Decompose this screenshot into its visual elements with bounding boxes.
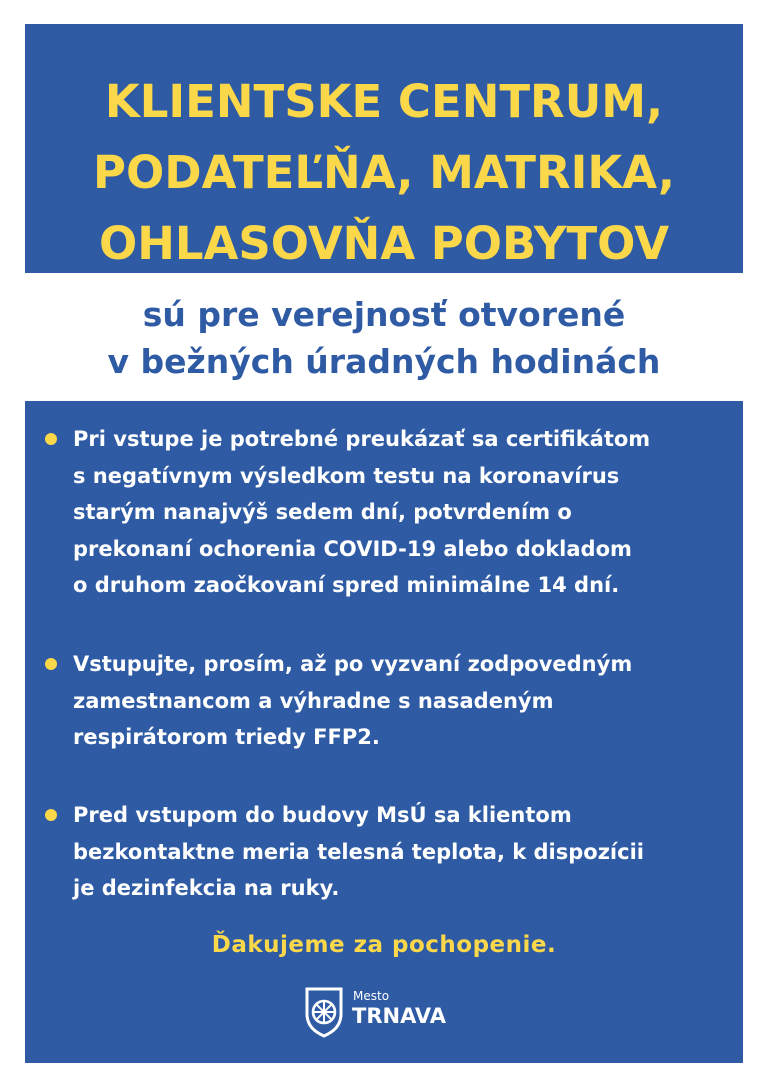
bullet-dot-icon xyxy=(45,809,57,821)
notice-line: prekonaní ochorenia COVID-19 alebo dokladom xyxy=(73,536,632,561)
notice-item-certificate xyxy=(73,421,733,604)
notice-line: je dezinfekcia na ruky. xyxy=(73,876,340,900)
notice-line: s negatívnym výsledkom testu na koronavírus xyxy=(73,463,620,488)
bullet-dot-icon xyxy=(45,658,57,670)
title-line-3: OHLASOVŇA POBYTOV xyxy=(98,217,670,270)
notice-line: Vstupujte, prosím, až po vyzvaní zodpovedným xyxy=(73,652,633,676)
header-banner xyxy=(25,24,743,273)
title-line-2: PODATEĽŇA, MATRIKA, xyxy=(93,146,675,199)
bullet-dot-icon xyxy=(45,433,57,445)
notice-line: o druhom zaočkovaní spred minimálne 14 dní. xyxy=(73,573,620,597)
notice-item-temperature xyxy=(73,797,733,907)
subtitle-line-1: sú pre verejnosť otvorené xyxy=(142,295,626,334)
notice-panel xyxy=(25,401,743,1063)
notice-line: starým nanajvýš sedem dní, potvrdením o xyxy=(73,500,572,524)
notice-line: bezkontaktne meria telesná teplota, k dispozícii xyxy=(73,839,644,864)
notice-line: Pri vstupe je potrebné preukázať sa certifikátom xyxy=(73,427,651,451)
thanks-text: Ďakujeme za pochopenie. xyxy=(211,932,557,958)
subtitle-line-2: v bežných úradných hodinách xyxy=(107,342,661,381)
city-wheel-emblem-icon xyxy=(303,986,345,1038)
logo-big-text: TRNAVA xyxy=(352,1004,446,1028)
logo-small-text: Mesto xyxy=(353,989,390,1003)
notice-line: Pred vstupom do budovy MsÚ sa klientom xyxy=(73,803,572,827)
city-logo xyxy=(303,986,473,1041)
title-line-1: KLIENTSKE CENTRUM, xyxy=(104,75,664,128)
notice-item-entry xyxy=(73,646,733,756)
notice-line: respirátorom triedy FFP2. xyxy=(73,725,380,749)
notice-line: zamestnancom a výhradne s nasadeným xyxy=(73,688,554,713)
